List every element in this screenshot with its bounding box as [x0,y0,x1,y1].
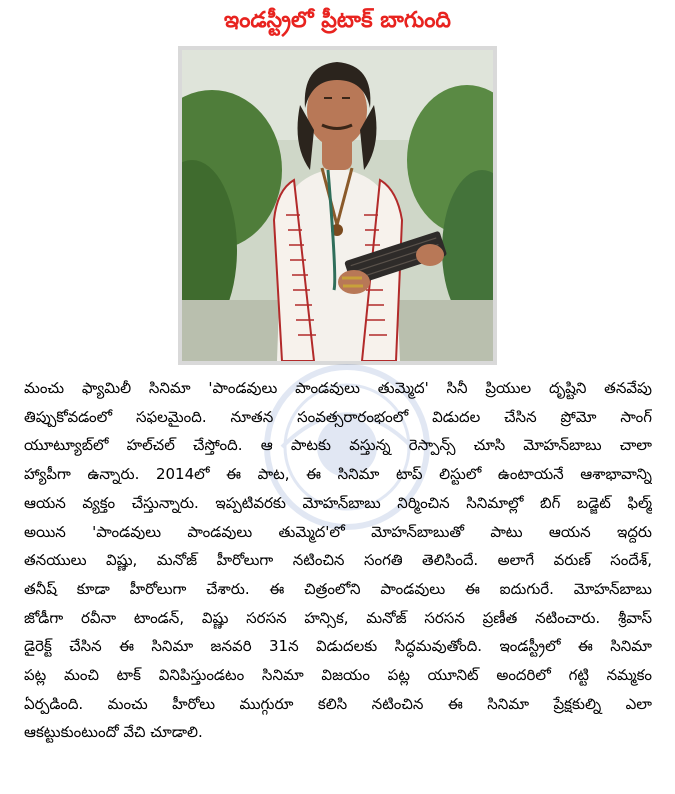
article-line: పట్ల మంచి టాక్ వినిపిస్తుండటం సినిమా విజయం పట్ల యూనిట్ అందరిలో గట్టి నమ్మకం [24,666,652,685]
hand-right [338,270,370,294]
hand-left [416,244,444,266]
article-line: తిప్పుకోవడంలో సఫలమైంది. నూతన సంవత్సరారంభంలో విడుదల చేసిన ప్రోమో సాంగ్ [24,407,652,426]
article-line: మంచు ఫ్యామిలీ సినిమా 'పాండవులు పాండవులు తుమ్మెద' సినీ ప్రియుల దృష్టిని తనవేపు [24,379,652,397]
article-line: ఆకట్టుకుంటుందో వేచి చూడాలి. [24,723,203,742]
article-line: జోడీగా రవీనా టాండన్, విష్ణు సరసన హన్సిక, మనోజ్ సరసన ప్రణీత నటించారు. శ్రీవాస్ [24,608,652,627]
article-line: యూట్యూబ్‌లో హల్‌చల్ చేస్తోంది. ఆ పాటకు వస్తున్న రెస్పాన్స్ చూసి మోహన్‌బాబు చాలా [24,436,652,455]
article-photo [178,46,497,365]
headline: ఇండస్ట్రీలో ప్రీటాక్ బాగుంది [224,8,451,33]
article-line: తనయులు విష్ణు, మనోజ్ హీరోలుగా నటించిన సంగతి తెలిసిందే. అలాగే వరుణ్ సందేశ్, [24,551,652,570]
article-line: డైరెక్ట్ చేసిన ఈ సినిమా జనవరి 31న విడుదలకు సిద్ధమవుతోంది. ఇండస్ట్రీలో ఈ సినిమా [24,637,652,656]
article-line: ఏర్పడింది. మంచు హీరోలు ముగ్గురూ కలిసి నటించిన ఈ సినిమా ప్రేక్షకుల్ని ఎలా [24,694,652,713]
article-line: అయిన 'పాండవులు పాండవులు తుమ్మెద'లో మోహన్‌బాబుతో పాటు ఆయన ఇద్దరు [24,522,652,541]
article-line: తనీష్ కూడా హీరోలుగా చేశారు. ఈ చిత్రంలోని పాండవులు ఈ ఐదుగురే. మోహన్‌బాబు [24,579,652,598]
article-line: హ్యాపీగా ఉన్నారు. 2014లో ఈ పాట, ఈ సినిమా టాప్ లిస్టులో ఉంటాయనే ఆశాభావాన్ని [24,465,652,484]
article-line: ఆయన వ్యక్తం చేస్తున్నారు. ఇప్పటివరకు మోహన్‌బాబు నిర్మించిన సినిమాల్లో బిగ్ బడ్జెట్ ఫిల్మ్ [24,493,652,512]
photo-illustration [182,50,493,361]
article-body [24,374,652,747]
